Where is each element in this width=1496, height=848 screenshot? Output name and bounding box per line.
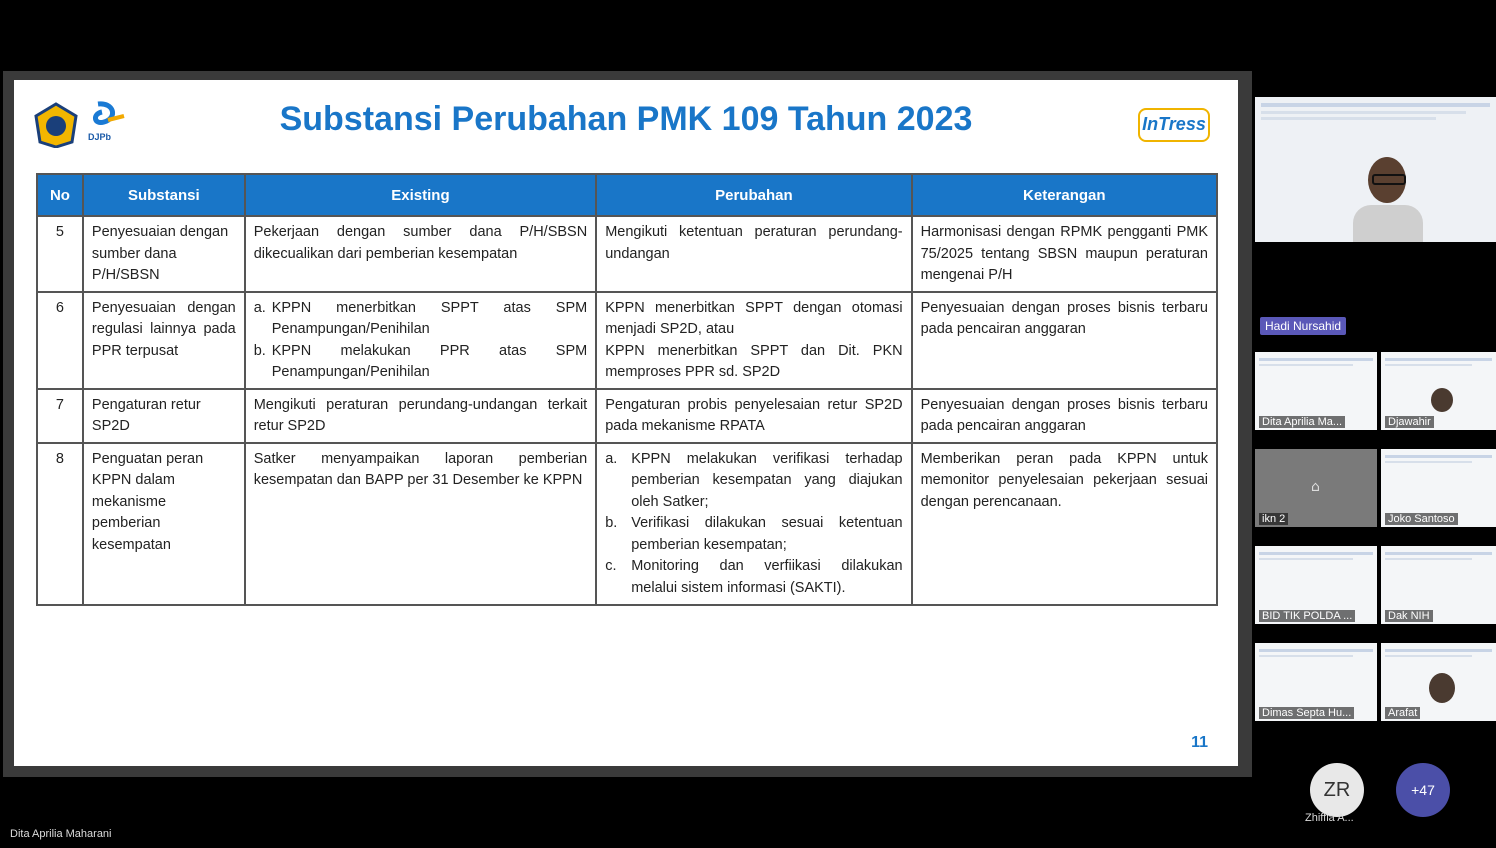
cell-existing: Satker menyampaikan laporan pemberian kesempatan dan BAPP per 31 Desember ke KPPN xyxy=(245,443,596,605)
cell-perubahan: Pengaturan probis penyelesaian retur SP2D pada mekanisme RPATA xyxy=(596,389,911,443)
participant-name: ikn 2 xyxy=(1259,513,1288,525)
header-substansi: Substansi xyxy=(83,174,245,216)
cell-existing: a. KPPN menerbitkan SPPT atas SPM Penampungan/Penihilan b. KPPN melakukan PPR atas SPM Penampungan/Penihilan xyxy=(245,292,596,389)
participant-person xyxy=(1429,673,1455,703)
presentation-slide xyxy=(14,80,1238,766)
cell-no: 7 xyxy=(37,389,83,443)
participant-tile[interactable] xyxy=(1381,352,1496,430)
presenter-label: Dita Aprilia Maharani xyxy=(10,828,112,840)
camera-off-icon: ⌂ xyxy=(1311,479,1320,495)
participant-tile[interactable] xyxy=(1381,449,1496,527)
table-row xyxy=(37,216,1217,292)
speaker-body xyxy=(1353,205,1423,242)
cell-substansi: Penyesuaian dengan regulasi lainnya pada PPR terpusat xyxy=(83,292,245,389)
djpb-logo: DJPb xyxy=(84,100,130,150)
participant-avatar[interactable]: ZR xyxy=(1310,763,1364,817)
header-no: No xyxy=(37,174,83,216)
header-existing: Existing xyxy=(245,174,596,216)
participant-name: BID TIK POLDA ... xyxy=(1259,610,1355,622)
kemenkeu-logo xyxy=(34,102,78,148)
participant-tile[interactable] xyxy=(1255,643,1377,721)
cell-perubahan: Mengikuti ketentuan peraturan perundang-undangan xyxy=(596,216,911,292)
cell-existing: Mengikuti peraturan perundang-undangan terkait retur SP2D xyxy=(245,389,596,443)
participant-tile[interactable] xyxy=(1255,546,1377,624)
table-row xyxy=(37,292,1217,389)
active-speaker-video[interactable] xyxy=(1255,97,1496,242)
slide-title: Substansi Perubahan PMK 109 Tahun 2023 xyxy=(279,100,973,138)
header-keterangan: Keterangan xyxy=(912,174,1217,216)
participant-avatar-name: Zhiffia A... xyxy=(1305,812,1354,824)
participant-name: Dimas Septa Hu... xyxy=(1259,707,1354,719)
table-row xyxy=(37,389,1217,443)
cell-no: 6 xyxy=(37,292,83,389)
participant-tile[interactable] xyxy=(1255,352,1377,430)
table-header-row xyxy=(37,174,1217,216)
speaker-name-badge: Hadi Nursahid xyxy=(1260,317,1346,335)
cell-substansi: Penguatan peran KPPN dalam mekanisme pemberian kesempatan xyxy=(83,443,245,605)
changes-table xyxy=(36,173,1218,606)
cell-no: 8 xyxy=(37,443,83,605)
cell-no: 5 xyxy=(37,216,83,292)
participant-name: Arafat xyxy=(1385,707,1420,719)
participant-name: Dak NIH xyxy=(1385,610,1433,622)
speaker-glasses xyxy=(1372,174,1406,185)
page-number: 11 xyxy=(1191,734,1208,751)
participant-tile[interactable] xyxy=(1255,449,1377,527)
cell-perubahan: KPPN menerbitkan SPPT dengan otomasi menjadi SP2D, atau KPPN menerbitkan SPPT dan Dit. PKN memproses PPR sd. SP2D xyxy=(596,292,911,389)
cell-substansi: Pengaturan retur SP2D xyxy=(83,389,245,443)
cell-keterangan: Memberikan peran pada KPPN untuk memonitor penyelesaian pekerjaan sesuai dengan perencanaan. xyxy=(912,443,1217,605)
more-participants-button[interactable]: +47 xyxy=(1396,763,1450,817)
participant-tile[interactable] xyxy=(1381,643,1496,721)
cell-keterangan: Harmonisasi dengan RPMK pengganti PMK 75/2025 tentang SBSN maupun peraturan mengenai P/H xyxy=(912,216,1217,292)
participant-name: Joko Santoso xyxy=(1385,513,1458,525)
cell-substansi: Penyesuaian dengan sumber dana P/H/SBSN xyxy=(83,216,245,292)
cell-existing: Pekerjaan dengan sumber dana P/H/SBSN dikecualikan dari pemberian kesempatan xyxy=(245,216,596,292)
participant-name: Djawahir xyxy=(1385,416,1434,428)
cell-perubahan: a. KPPN melakukan verifikasi terhadap pemberian kesempatan yang diajukan oleh Satker; b. Verifikasi dilakukan sesuai ketentuan pemberian kesempatan; c. Monitoring dan verfiikasi dilakukan melalui sistem informasi (SAKTI). xyxy=(596,443,911,605)
cell-keterangan: Penyesuaian dengan proses bisnis terbaru pada pencairan anggaran xyxy=(912,389,1217,443)
cell-keterangan: Penyesuaian dengan proses bisnis terbaru pada pencairan anggaran xyxy=(912,292,1217,389)
table-row xyxy=(37,443,1217,605)
participant-name: Dita Aprilia Ma... xyxy=(1259,416,1345,428)
header-perubahan: Perubahan xyxy=(596,174,911,216)
intress-logo: InTress xyxy=(1138,108,1210,142)
participant-tile[interactable] xyxy=(1381,546,1496,624)
participant-person xyxy=(1431,388,1453,412)
